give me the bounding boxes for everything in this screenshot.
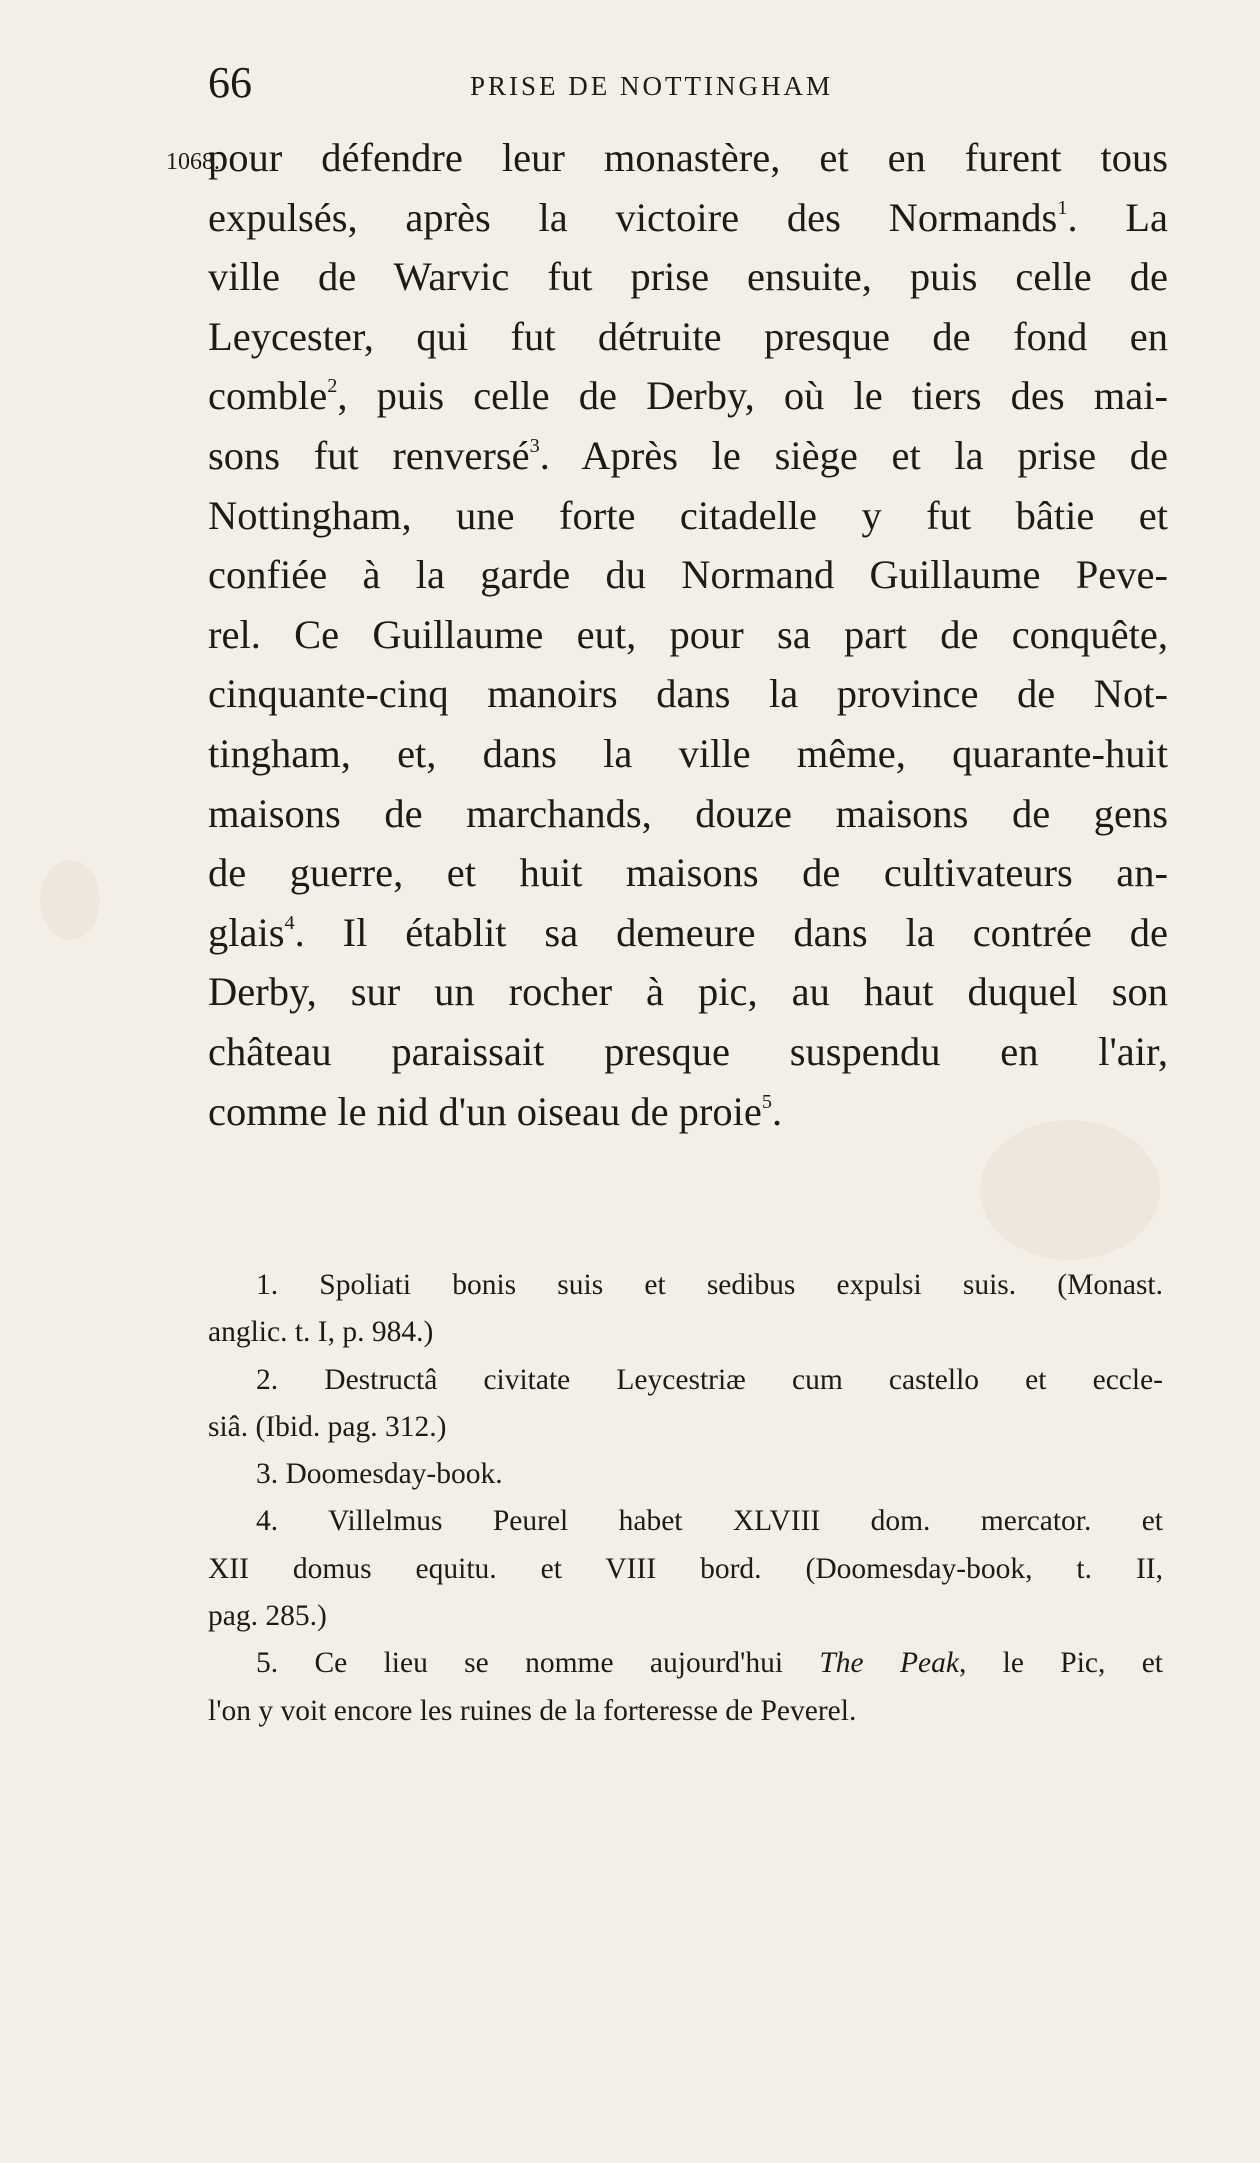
footnote-ref: 1 — [1057, 196, 1068, 219]
body-line: château paraissait presque suspendu en l'air, — [208, 1028, 1168, 1074]
footnote-line: 2. Destructâ civitate Leycestriæ cum castello et eccle- — [256, 1363, 1163, 1396]
body-line: Derby, sur un rocher à pic, au haut duquel son — [208, 969, 1168, 1015]
footnote-line: anglic. t. I, p. 984.) — [208, 1316, 434, 1349]
body-line: expulsés, après la victoire des Normands$^1$. La — [208, 194, 1169, 240]
footnote-line: siâ. (Ibid. pag. 312.) — [208, 1410, 447, 1443]
footnote-line: pag. 285.) — [208, 1600, 327, 1633]
footnote-ref: 4 — [284, 911, 295, 934]
body-line: confiée à la garde du Normand Guillaume Peve- — [208, 552, 1168, 598]
body-line: de guerre, et huit maisons de cultivateurs an- — [208, 850, 1168, 896]
body-line: glais$^4$. Il établit sa demeure dans la contrée de — [208, 909, 1168, 955]
body-line: ville de Warvic fut prise ensuite, puis celle de — [208, 254, 1168, 300]
footnote-ref: 3 — [529, 434, 540, 457]
footnote-line: 5. Ce lieu se nomme aujourd'hui The Peak, le Pic, et — [256, 1647, 1163, 1680]
body-text — [208, 128, 1168, 1141]
body-line: pour défendre leur monastère, et en furent tous — [208, 135, 1168, 180]
footnote-line: 1. Spoliati bonis suis et sedibus expulsi suis. (Monast. — [256, 1269, 1163, 1301]
body-line: sons fut renversé$^3$. Après le siège et la prise de — [208, 432, 1168, 478]
body-line: maisons de marchands, douze maisons de gens — [208, 790, 1168, 836]
footnote-ref: 2 — [327, 375, 338, 398]
body-line: cinquante-cinq manoirs dans la province de Not- — [208, 671, 1168, 717]
footnote-line: 4. Villelmus Peurel habet XLVIII dom. mercator. et — [256, 1505, 1163, 1538]
body-line: tingham, et, dans la ville même, quarante-huit — [208, 730, 1168, 776]
body-line: comble$^2$, puis celle de Derby, où le tiers des mai- — [208, 373, 1168, 419]
body-line: Leycester, qui fut détruite presque de fond en — [208, 313, 1168, 359]
footnote-line: XII domus equitu. et VIII bord. (Doomesday-book, t. II, — [208, 1552, 1163, 1585]
margin-year: 1068. — [166, 149, 220, 175]
page-header — [0, 58, 1260, 108]
paper-stain — [40, 860, 100, 940]
footnotes — [208, 1262, 1163, 1735]
running-head: PRISE DE NOTTINGHAM — [470, 71, 833, 101]
footnote-line: 3. Doomesday-book. — [256, 1458, 503, 1491]
italic-title: The Peak — [819, 1647, 959, 1680]
footnote-line: l'on y voit encore les ruines de la forteresse de Peverel. — [208, 1694, 857, 1727]
page-number: 66 — [208, 58, 252, 107]
footnote-ref: 5 — [761, 1090, 773, 1113]
body-line: comme le nid d'un oiseau de proie$^5$. — [208, 1088, 783, 1134]
body-line: Nottingham, une forte citadelle y fut bâtie et — [208, 492, 1168, 538]
body-line: rel. Ce Guillaume eut, pour sa part de conquête, — [208, 611, 1168, 657]
